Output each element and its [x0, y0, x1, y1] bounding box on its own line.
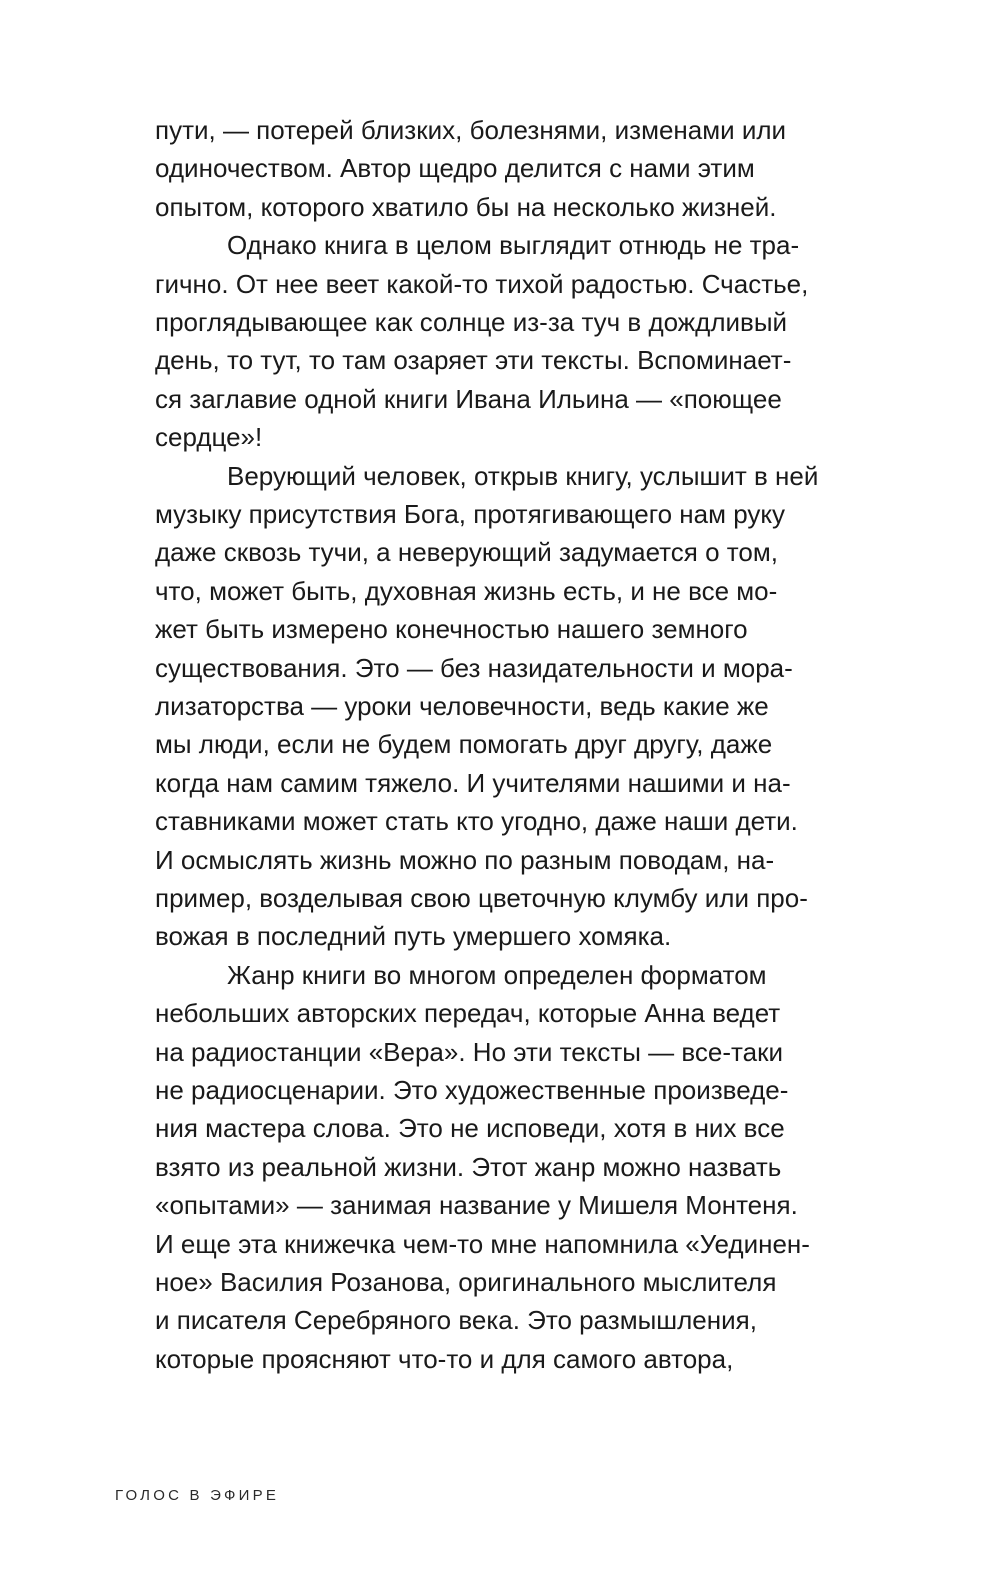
text-line: пути, — потерей близких, болезнями, изменами или [155, 115, 787, 145]
text-line: и писателя Серебряного века. Это размышления, [155, 1305, 757, 1336]
text-line: день, то тут, то там озаряет эти тексты. Вспоминает- [155, 345, 792, 376]
text-line: ния мастера слова. Это не исповеди, хотя в них все [155, 1113, 785, 1144]
text-line: опытом, которого хватило бы на несколько жизней. [155, 191, 777, 222]
running-footer-title: ГОЛОС В ЭФИРЕ [115, 1487, 280, 1504]
text-line: на радиостанции «Вера». Но эти тексты — все-таки [155, 1036, 784, 1067]
text-line: И осмыслять жизнь можно по разным поводам, на- [155, 844, 775, 875]
text-line: существования. Это — без назидательности и мора- [155, 652, 793, 683]
text-line: не радиосценарии. Это художественные произведе- [155, 1075, 789, 1105]
text-line: вожая в последний путь умершего хомяка. [155, 921, 672, 952]
text-line: Жанр книги во многом определен форматом [227, 959, 767, 990]
text-line: проглядывающее как солнце из-за туч в дождливый [155, 307, 788, 337]
text-line: взято из реальной жизни. Этот жанр можно назвать [155, 1151, 782, 1182]
text-line: ся заглавие одной книги Ивана Ильина — «поющее [155, 383, 782, 414]
text-line: жет быть измерено конечностью нашего земного [155, 614, 748, 645]
text-line: ставниками может стать кто угодно, даже наши дети. [155, 806, 798, 837]
text-line: пример, возделывая свою цветочную клумбу или про- [155, 883, 808, 913]
text-line: Однако книга в целом выглядит отнюдь не тра- [227, 230, 800, 261]
text-line: музыку присутствия Бога, протягивающего нам руку [155, 499, 786, 529]
text-line: мы люди, если не будем помогать друг другу, даже [155, 729, 773, 760]
text-line: «опытами» — занимая название у Мишеля Монтеня. [155, 1190, 798, 1221]
text-line: И еще эта книжечка чем-то мне напомнила «Уединен- [155, 1228, 810, 1259]
text-line: лизаторства — уроки человечности, ведь какие же [155, 691, 769, 721]
text-line: гично. От нее веет какой-то тихой радостью. Счастье, [155, 268, 809, 299]
text-line: сердце»! [155, 422, 263, 453]
text-line: когда нам самим тяжело. И учителями нашими и на- [155, 767, 791, 798]
text-line: ное» Василия Розанова, оригинального мыслителя [155, 1267, 777, 1297]
text-line: даже сквозь тучи, а неверующий задумается о том, [155, 537, 778, 568]
text-line: Верующий человек, открыв книгу, услышит в ней [227, 460, 819, 491]
text-line: одиночеством. Автор щедро делится с нами этим [155, 153, 755, 184]
text-line: что, может быть, духовная жизнь есть, и не все мо- [155, 575, 778, 606]
text-line: которые проясняют что-то и для самого автора, [155, 1343, 734, 1374]
text-line: небольших авторских передач, которые Анна ведет [155, 998, 781, 1029]
